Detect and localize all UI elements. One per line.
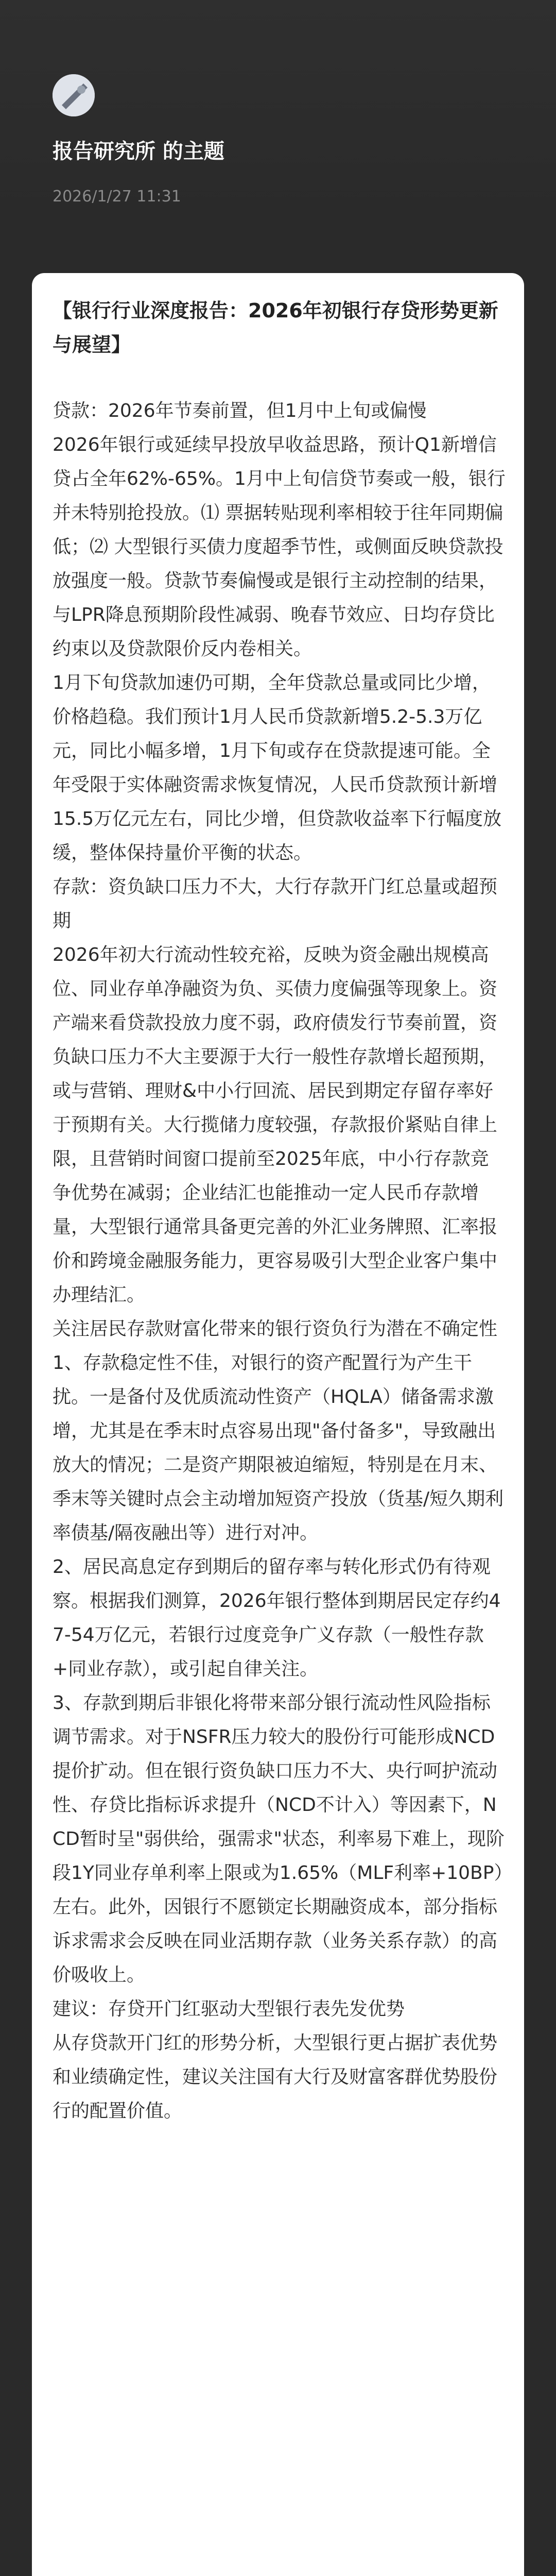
- author-name[interactable]: 报告研究所 的主题: [53, 140, 224, 163]
- post-header: [0, 0, 556, 222]
- post-timestamp: 2026/1/27 11:31: [53, 188, 181, 206]
- post-title: 【银行行业深度报告：2026年初银行存贷形势更新与展望】: [53, 299, 498, 356]
- post-body: 贷款：2026年节奏前置，但1月中上旬或偏慢 2026年银行或延续早投放早收益思路，预计Q1新增信贷占全年62%-65%。1月中上旬信贷节奏或一般，银行并未特别抢投放。⑴ 票据转贴现利率相较于往年同期偏低；⑵ 大型银行买债力度超季节性，或侧面反映贷款投放强度一般。贷款节奏偏慢或是银行主动控制的结果，与LPR降息预期阶段性减弱、晚春节效应、日均存贷比约束以及贷款限价反内卷相关。 1月下旬贷款加速仍可期，全年贷款总量或同比少增，价格趋稳。我们预计1月人民币贷款新增5.2-5.3万亿元，同比小幅多增，1月下旬或存在贷款提速可能。全年受限于实体融资需求恢复情况，人民币贷款预计新增15.5万亿元左右，同比少增，但贷款收益率下行幅度放缓，整体保持量价平衡的状态。 存款：资负缺口压力不大，大行存款开门红总量或超预期 2026年初大行流动性较充裕，反映为资金融出规模高位、同业存单净融资为负、买债力度偏强等现象上。资产端来看贷款投放力度不弱，政府债发行节奏前置，资负缺口压力不大主要源于大行一般性存款增长超预期，或与营销、理财&中小行回流、居民到期定存留存率好于预期有关。大行揽储力度较强，存款报价紧贴自律上限，且营销时间窗口提前至2025年底，中小行存款竞争优势在减弱；企业结汇也能推动一定人民币存款增量，大型银行通常具备更完善的外汇业务牌照、汇率报价和跨境金融服务能力，更容易吸引大型企业客户集中办理结汇。 关注居民存款财富化带来的银行资负行为潜在不确定性 1、存款稳定性不佳，对银行的资产配置行为产生干扰。一是备付及优质流动性资产（HQLA）储备需求激增，尤其是在季末时点容易出现"备付备多"，导致融出放大的情况；二是资产期限被迫缩短，特别是在月末、季末等关键时点会主动增加短资产投放（货基/短久期利率债基/隔夜融出等）进行对冲。 2、居民高息定存到期后的留存率与转化形式仍有待观察。根据我们测算，2026年银行整体到期居民定存约47-54万亿元，若银行过度竞争广义存款（一般性存款+同业存款），或引起自律关注。 3、存款到期后非银化将带来部分银行流动性风险指标调节需求。对于NSFR压力较大的股份行可能形成NCD提价扩动。但在银行资负缺口压力不大、央行呵护流动性、存贷比指标诉求提升（NCD不计入）等因素下，NCD暂时呈"弱供给，强需求"状态，利率易下难上，现阶段1Y同业存单利率上限或为1.65%（MLF利率+10BP）左右。此外，因银行不愿锁定长期融资成本，部分指标诉求需求会反映在同业活期存款（业务关系存款）的高价吸收上。 建议：存贷开门红驱动大型银行表先发优势 从存贷款开门红的形势分析，大型银行更占据扩表优势和业绩确定性，建议关注国有大行及财富客群优势股份行的配置价值。: [53, 400, 506, 2122]
- avatar[interactable]: [53, 74, 95, 116]
- post-card: [32, 273, 524, 2576]
- avatar-image-icon: [53, 74, 95, 116]
